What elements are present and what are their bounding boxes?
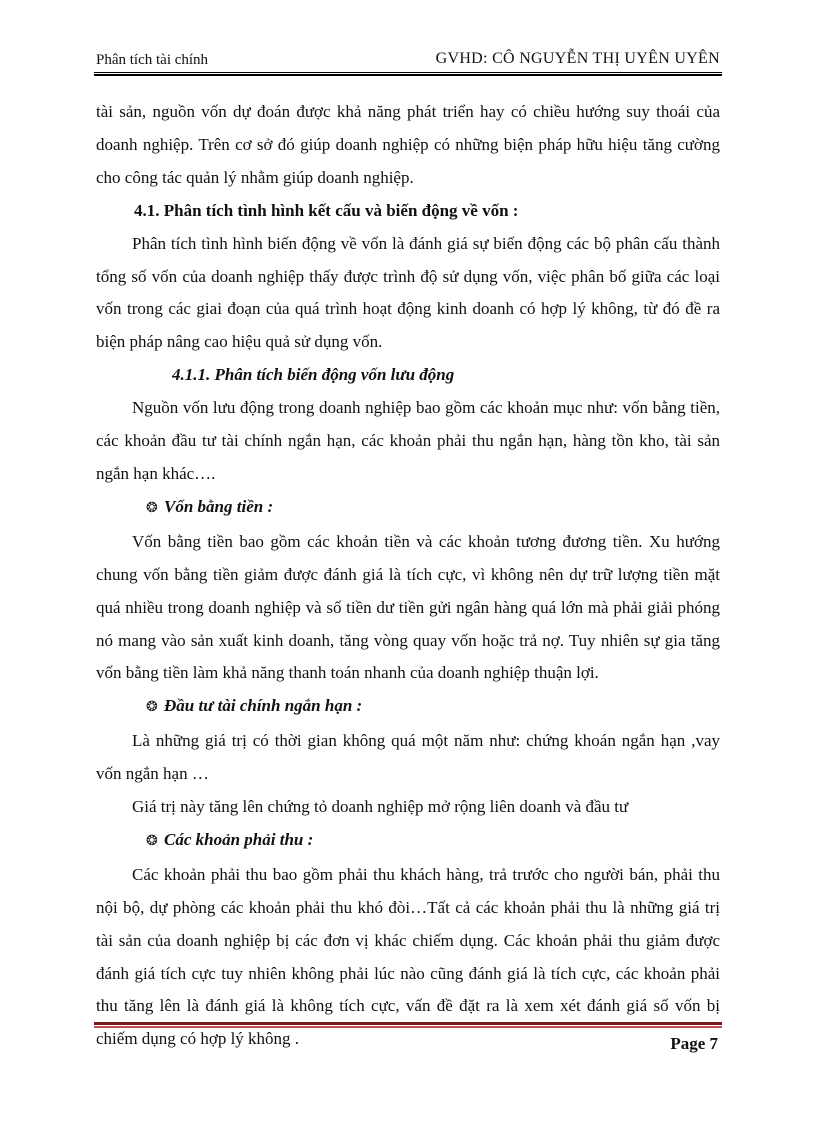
header-rule-thin xyxy=(94,72,722,73)
bullet-icon: ❂ xyxy=(146,833,158,849)
header-left-title: Phân tích tài chính xyxy=(96,52,209,68)
header-right-supervisor: GVHD: CÔ NGUYỄN THỊ UYÊN UYÊN xyxy=(435,50,720,67)
heading-4-1-1: 4.1.1. Phân tích biến động vốn lưu động xyxy=(172,365,455,385)
heading-4-1: 4.1. Phân tích tình hình kết cấu và biến động về vốn : xyxy=(134,200,519,220)
body-text xyxy=(96,96,720,1056)
bullet-heading-short-investment-label: Đầu tư tài chính ngắn hạn : xyxy=(164,696,363,716)
paragraph-cash: Vốn bằng tiền bao gồm các khoản tiền và các khoản tương đương tiền. Xu hướng chung vốn bằng tiền giảm được đánh giá là tích cực, vì không nên dự trữ lượng tiền mặt quá nhiều trong doanh nghiệp và số tiền dư tiền gửi ngân hàng quá lớn mà phải giải phóng nó mang vào sản xuất kinh doanh, tăng vòng quay vốn hoặc trả nợ. Tuy nhiên sự gia tăng vốn bằng tiền làm khả năng thanh toán nhanh của doanh nghiệp thuận lợi. xyxy=(96,531,720,683)
bullet-heading-cash-label: Vốn bằng tiền : xyxy=(164,496,274,516)
footer-rule-light xyxy=(94,1026,722,1028)
paragraph-investment-growth: Giá trị này tăng lên chứng tỏ doanh nghiệp mở rộng liên doanh và đầu tư xyxy=(132,797,629,817)
paragraph-working-capital: Nguồn vốn lưu động trong doanh nghiệp bao gồm các khoản mục như: vốn bằng tiền, các khoản đầu tư tài chính ngắn hạn, các khoản phải thu ngắn hạn, hàng tồn kho, tài sản ngắn hạn khác…. xyxy=(96,398,720,483)
header-rule-thick xyxy=(94,74,722,76)
bullet-heading-receivables-label: Các khoản phải thu : xyxy=(164,829,314,849)
bullet-heading-receivables xyxy=(96,824,720,859)
bullet-heading-short-investment xyxy=(96,690,720,725)
bullet-heading-cash xyxy=(96,491,720,526)
bullet-icon: ❂ xyxy=(146,700,158,716)
paragraph-short-investment: Là những giá trị có thời gian không quá một năm như: chứng khoán ngắn hạn ,vay vốn ngắn hạn … xyxy=(96,731,720,784)
page-number: Page 7 xyxy=(670,1034,718,1053)
paragraph-capital-analysis: Phân tích tình hình biến động về vốn là đánh giá sự biến động các bộ phân cấu thành tổng số vốn của doanh nghiệp thấy được trình độ sử dụng vốn, việc phân bố giữa các loại vốn trong các giai đoạn của quá trình hoạt động kinh doanh có hợp lý không, từ đó đề ra biện pháp nâng cao hiệu quả sử dụng vốn. xyxy=(96,233,720,352)
paragraph-receivables: Các khoản phải thu bao gồm phải thu khách hàng, trả trước cho người bán, phải thu nội bộ, dự phòng các khoản phải thu khó đòi…Tất cả các khoản phải thu là những giá trị tài sản của doanh nghiệp bị các đơn vị khác chiếm dụng. Các khoản phải thu giảm được đánh giá tích cực tuy nhiên không phải lúc nào cũng đánh giá là tích cực, các khoản phải thu tăng lên là đánh giá là không tích cực, vấn đề đặt ra là xem xét đánh giá số vốn bị chiếm dụng có hợp lý không . xyxy=(96,864,720,1049)
paragraph-intro: tài sản, nguồn vốn dự đoán được khả năng phát triển hay có chiều hướng suy thoái của doanh nghiệp. Trên cơ sở đó giúp doanh nghiệp có những biện pháp hữu hiệu tăng cường cho công tác quản lý nhằm giúp doanh nghiệp. xyxy=(96,102,720,187)
bullet-icon: ❂ xyxy=(146,500,158,516)
footer-rule-dark xyxy=(94,1022,722,1025)
